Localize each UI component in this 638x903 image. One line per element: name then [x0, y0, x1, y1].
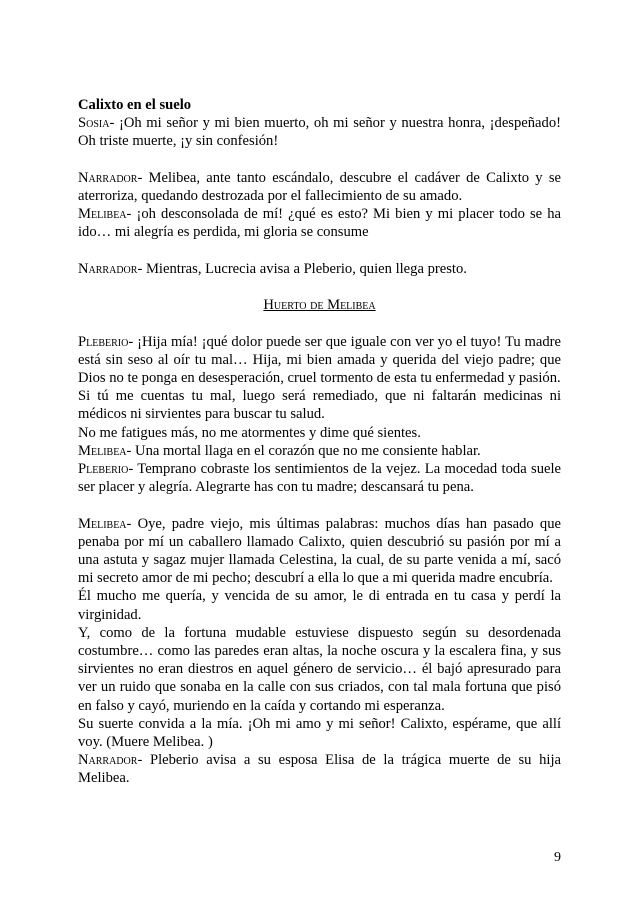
dialogue-line	[78, 442, 561, 460]
paragraph-gap	[78, 242, 561, 260]
dialogue-text: Melibea, ante tanto escándalo, descubre el cadáver de Calixto y se aterroriza, quedando destrozada por el fallecimiento de su amado.	[78, 169, 561, 204]
dialogue-continuation: Él mucho me quería, y vencida de su amor, le di entrada en tu casa y perdí la virginidad.	[78, 588, 561, 623]
speaker-name: Melibea	[78, 515, 127, 532]
dialogue-text: Mientras, Lucrecia avisa a Pleberio, quien llega presto.	[145, 260, 467, 277]
dialogue-line	[78, 460, 561, 496]
speaker-name: Sosia	[78, 115, 110, 132]
scene-title: Calixto en el suelo	[78, 97, 192, 113]
speaker-separator: -	[128, 461, 138, 477]
speaker-separator: -	[137, 260, 146, 277]
dialogue-text: Temprano cobraste los sentimientos de la vejez. La mocedad toda suele ser placer y alegría. Alegrarte has con tu madre; descansará tu pena.	[78, 461, 562, 496]
paragraph-gap	[78, 278, 561, 296]
dialogue-text: Oye, padre viejo, mis últimas palabras: muchos días han pasado que penaba por mí un caballero llamado Calixto, quien descubrió su pasión por mí a una astuta y sagaz mujer llamada Celestina, la cual, de su parte venida a mí, sacó mi secreto amor de mi pecho; descubrí a ella lo que a mi querida madre encubría.	[78, 515, 561, 587]
dialogue-line	[78, 751, 561, 787]
speaker-name: Pleberio	[78, 461, 129, 477]
dialogue-line	[78, 169, 561, 205]
dialogue-continuation: No me fatigues más, no me atormentes y dime qué sientes.	[78, 424, 421, 441]
speaker-separator: -	[137, 752, 150, 769]
dialogue-line	[78, 515, 561, 588]
speaker-separator: -	[137, 169, 149, 186]
dialogue-text: Una mortal llaga en el corazón que no me consiente hablar.	[135, 442, 481, 459]
speaker-separator: -	[128, 333, 138, 350]
dialogue-text: ¡Oh mi señor y mi bien muerto, oh mi señor y nuestra honra, ¡despeñado! Oh triste muerte, ¡y sin confesión!	[78, 115, 561, 150]
speaker-name: Narrador	[78, 752, 138, 769]
dialogue-line	[78, 333, 561, 388]
speaker-separator: -	[126, 442, 136, 459]
speaker-separator: -	[126, 515, 138, 532]
dialogue-line	[78, 260, 561, 278]
speaker-name: Narrador	[78, 260, 138, 277]
speaker-name: Pleberio	[78, 333, 129, 350]
dialogue-text: Pleberio avisa a su esposa Elisa de la trágica muerte de su hija Melibea.	[78, 752, 561, 787]
document-body	[78, 96, 561, 788]
paragraph-gap	[78, 314, 561, 332]
paragraph-gap	[78, 496, 561, 514]
dialogue-continuation: Y, como de la fortuna mudable estuviese dispuesto según su desordenada costumbre… como las paredes eran altas, la noche oscura y la escalera fina, y sus sirvientes no eran diestros en aquel género de servicio… él bajó apresurado para ver un ruido que sonaba en la calle con sus criados, con tal mala fortuna que pisó en falso y cayó, muriendo en la caída y cortando mi esperanza.	[78, 624, 561, 714]
speaker-name: Narrador	[78, 169, 138, 186]
dialogue-line	[78, 205, 561, 241]
dialogue-text: ¡oh desconsolada de mí! ¿qué es esto? Mi bien y mi placer todo se ha ido… mi alegría es perdida, mi gloria se consume	[78, 206, 562, 241]
dialogue-continuation: Si tú me cuentas tu mal, luego será remediado, que ni faltarán medicinas ni médicos ni sirvientes para buscar tu salud.	[78, 388, 561, 423]
section-heading	[78, 296, 561, 314]
speaker-name: Melibea	[78, 442, 127, 459]
dialogue-line	[78, 114, 561, 150]
dialogue-continuation: Su suerte convida a la mía. ¡Oh mi amo y mi señor! Calixto, espérame, que allí voy. (Muere Melibea. )	[78, 715, 561, 751]
speaker-separator: -	[109, 115, 119, 132]
section-heading-text: Huerto de Melibea	[263, 297, 376, 314]
dialogue-text: ¡Hija mía! ¡qué dolor puede ser que iguale con ver yo el tuyo! Tu madre está sin seso al oír tu mal… Hija, mi bien amada y querida del viejo padre; que Dios no te ponga en desesperación, cruel tormento de esta tu enfermedad y pasión.	[78, 333, 561, 386]
paragraph-gap	[78, 151, 561, 169]
speaker-separator: -	[126, 206, 137, 223]
speaker-name: Melibea	[78, 206, 127, 223]
page-number: 9	[554, 850, 561, 865]
